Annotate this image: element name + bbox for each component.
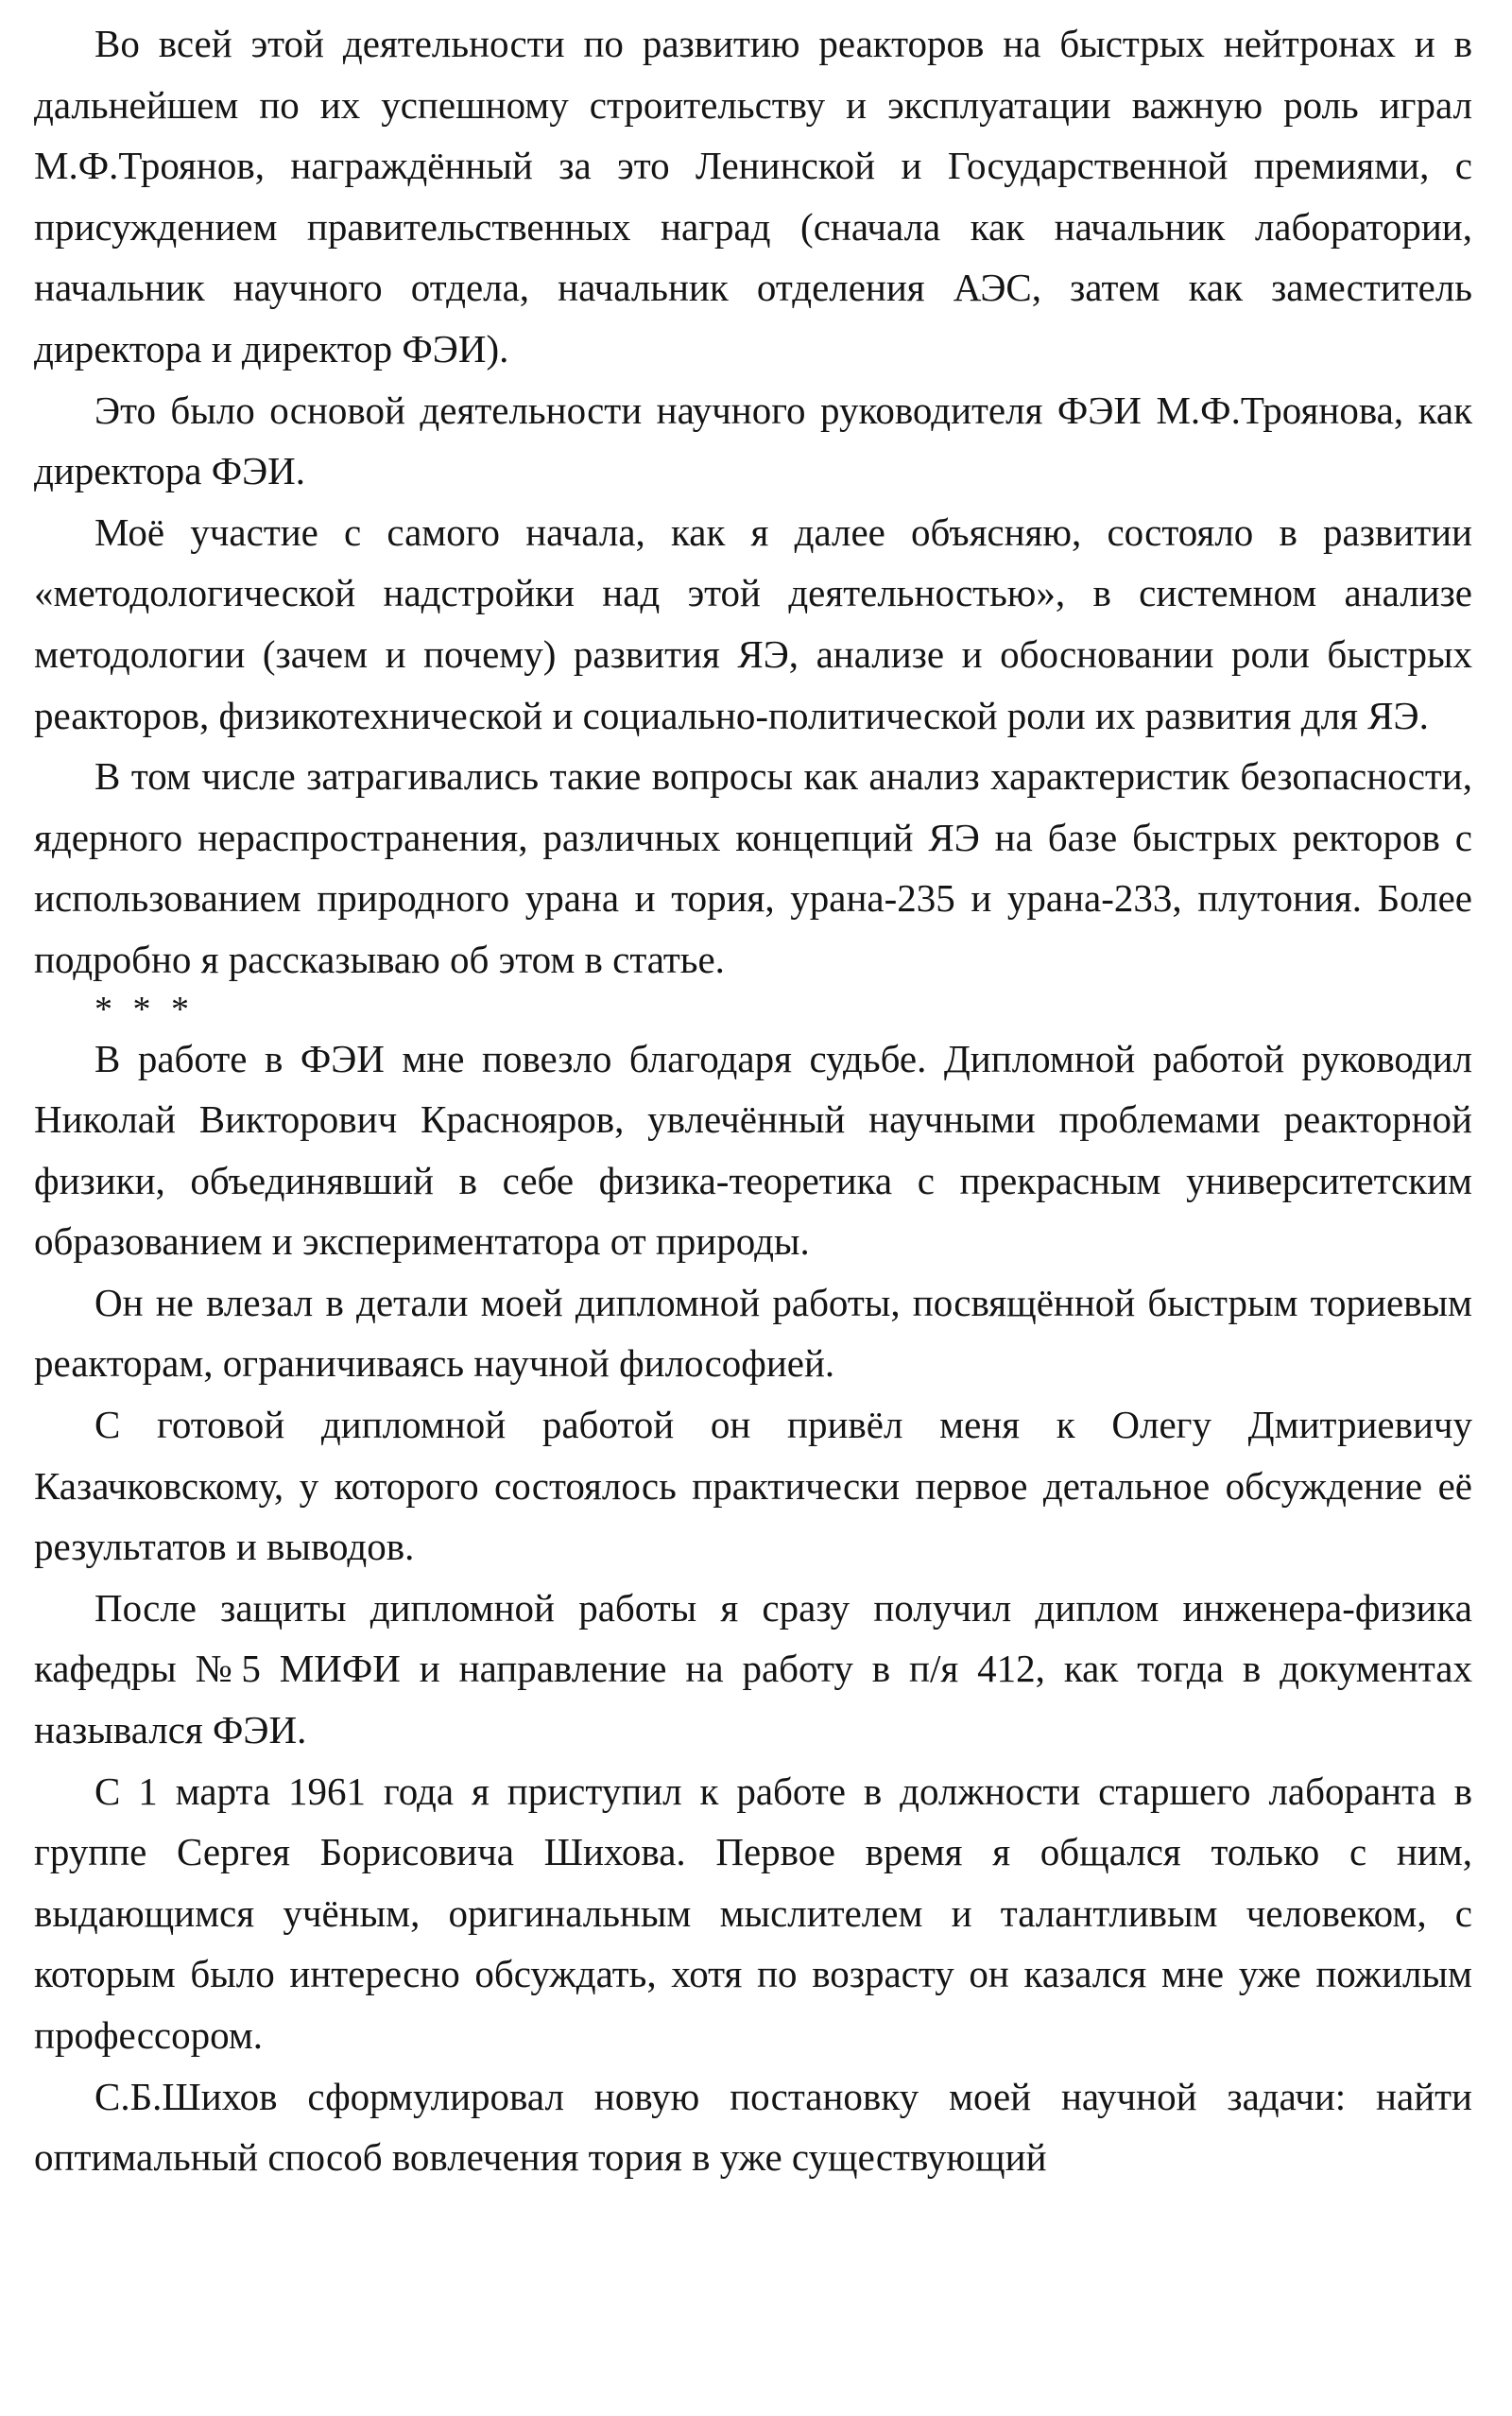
paragraph: В том числе затрагивались такие вопросы как анализ характеристик безопасности, ядерного нераспространения, различных концепций ЯЭ на базе быстрых ректоров с использованием природного урана и тория, урана-235 и урана-233, плутония. Более подробно я рассказываю об этом в статье. [34, 754, 1472, 981]
paragraph: Это было основой деятельности научного руководителя ФЭИ М.Ф.Троянова, как директора ФЭИ. [34, 388, 1472, 493]
section-separator: * * * [94, 989, 195, 1029]
paragraph: С готовой дипломной работой он привёл меня к Олегу Дмитриевичу Казачковскому, у которого состоялось практически первое детальное обсуждение её результатов и выводов. [34, 1403, 1472, 1569]
paragraph: В работе в ФЭИ мне повезло благодаря судьбе. Дипломной работой руководил Николай Викторович Краснояров, увлечённый научными проблемами реакторной физики, объединявший в себе физика-теоретика с прекрасным университетским образованием и экспериментатора от природы. [34, 1036, 1472, 1264]
paragraph: Во всей этой деятельности по развитию реакторов на быстрых нейтронах и в дальнейшем по их успешному строительству и эксплуатации важную роль играл М.Ф.Троянов, награждённый за это Ленинской и Государственной премиями, с присуждением правительственных наград (сначала как начальник лаборатории, начальник научного отдела, начальник отделения АЭС, затем как заместитель директора и директор ФЭИ). [34, 22, 1472, 371]
paragraph: С.Б.Шихов сформулировал новую постановку моей научной задачи: найти оптимальный способ вовлечения тория в уже существующий [34, 2074, 1472, 2180]
document-page [34, 13, 1472, 2188]
paragraph: Моё участие с самого начала, как я далее объясняю, состояло в развитии «методологической надстройки над этой деятельностью», в системном анализе методологии (зачем и почему) развития ЯЭ, анализе и обосновании роли быстрых реакторов, физикотехнической и социально-политической роли их развития для ЯЭ. [34, 509, 1472, 737]
paragraph: Он не влезал в детали моей дипломной работы, посвящённой быстрым ториевым реакторам, ограничиваясь научной философией. [34, 1280, 1472, 1386]
paragraph: После защиты дипломной работы я сразу получил диплом инженера-физика кафедры №5 МИФИ и направление на работу в п/я 412, как тогда в документах назывался ФЭИ. [34, 1585, 1472, 1752]
paragraph: С 1 марта 1961 года я приступил к работе в должности старшего лаборанта в группе Сергея Борисовича Шихова. Первое время я общался только с ним, выдающимся учёным, оригинальным мыслителем и талантливым человеком, с которым было интересно обсуждать, хотя по возрасту он казался мне уже пожилым профессором. [34, 1769, 1472, 2057]
